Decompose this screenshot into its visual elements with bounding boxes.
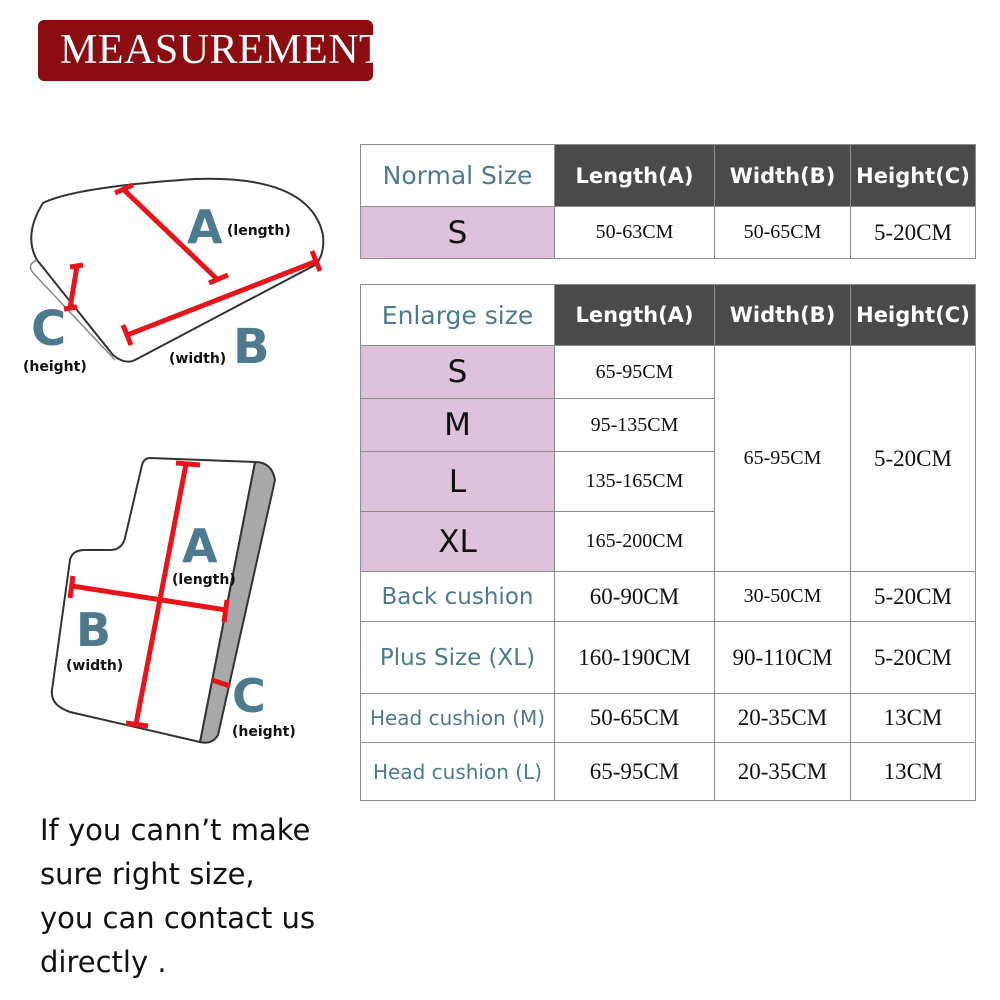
size-cell: L	[361, 452, 555, 512]
width-cell: 50-65CM	[715, 207, 851, 259]
table-row	[361, 346, 976, 399]
measurement-banner: MEASUREMENT	[38, 20, 373, 81]
seat-label-a: A	[187, 200, 223, 254]
row-label: Head cushion (M)	[361, 694, 555, 743]
length-cell: 135-165CM	[555, 452, 715, 512]
size-cell: S	[361, 346, 555, 399]
note-line: directly .	[40, 945, 167, 979]
height-cell: 13CM	[851, 694, 976, 743]
normal-header-size: Normal Size	[361, 145, 555, 207]
enlarge-header-size: Enlarge size	[361, 285, 555, 346]
table-row	[361, 622, 976, 694]
width-cell: 30-50CM	[715, 572, 851, 622]
width-cell: 20-35CM	[715, 694, 851, 743]
normal-header-length: Length(A)	[555, 145, 715, 207]
back-label-c-text: (height)	[232, 724, 296, 740]
length-cell: 160-190CM	[555, 622, 715, 694]
enlarge-size-table	[360, 284, 976, 801]
seat-label-c: C	[31, 301, 67, 357]
length-cell: 165-200CM	[555, 512, 715, 572]
note-line: If you cann’t make	[40, 813, 311, 847]
table-row	[361, 743, 976, 801]
row-label: Back cushion	[361, 572, 555, 622]
height-cell: 5-20CM	[851, 622, 976, 694]
seat-label-c-text: (height)	[23, 359, 87, 375]
back-label-a-text: (length)	[172, 572, 236, 588]
size-cell: XL	[361, 512, 555, 572]
contact-note	[40, 808, 360, 984]
length-cell: 95-135CM	[555, 399, 715, 452]
normal-header-height: Height(C)	[851, 145, 976, 207]
enlarge-header-length: Length(A)	[555, 285, 715, 346]
back-label-b: B	[76, 603, 112, 657]
seat-label-a-text: (length)	[227, 223, 291, 239]
shared-height-cell: 5-20CM	[851, 346, 976, 572]
enlarge-header-width: Width(B)	[715, 285, 851, 346]
normal-size-table	[360, 144, 976, 259]
size-cell: M	[361, 399, 555, 452]
shared-width-cell: 65-95CM	[715, 346, 851, 572]
height-cell: 13CM	[851, 743, 976, 801]
length-cell: 50-65CM	[555, 694, 715, 743]
note-line: you can contact us	[40, 901, 316, 935]
width-cell: 90-110CM	[715, 622, 851, 694]
table-row	[361, 207, 976, 259]
height-cell: 5-20CM	[851, 572, 976, 622]
row-label: Plus Size (XL)	[361, 622, 555, 694]
seat-cushion-diagram	[15, 165, 335, 390]
table-row	[361, 694, 976, 743]
length-cell: 60-90CM	[555, 572, 715, 622]
length-cell: 50-63CM	[555, 207, 715, 259]
row-label: Head cushion (L)	[361, 743, 555, 801]
width-cell: 20-35CM	[715, 743, 851, 801]
note-line: sure right size,	[40, 857, 255, 891]
back-label-b-text: (width)	[66, 658, 124, 674]
enlarge-header-height: Height(C)	[851, 285, 976, 346]
back-label-c: C	[232, 669, 266, 723]
seat-label-b-text: (width)	[169, 351, 227, 367]
size-cell: S	[361, 207, 555, 259]
table-row	[361, 572, 976, 622]
normal-header-width: Width(B)	[715, 145, 851, 207]
length-cell: 65-95CM	[555, 743, 715, 801]
seat-label-b: B	[233, 319, 270, 375]
height-cell: 5-20CM	[851, 207, 976, 259]
back-label-a: A	[182, 519, 218, 573]
length-cell: 65-95CM	[555, 346, 715, 399]
back-cushion-diagram	[40, 450, 310, 750]
